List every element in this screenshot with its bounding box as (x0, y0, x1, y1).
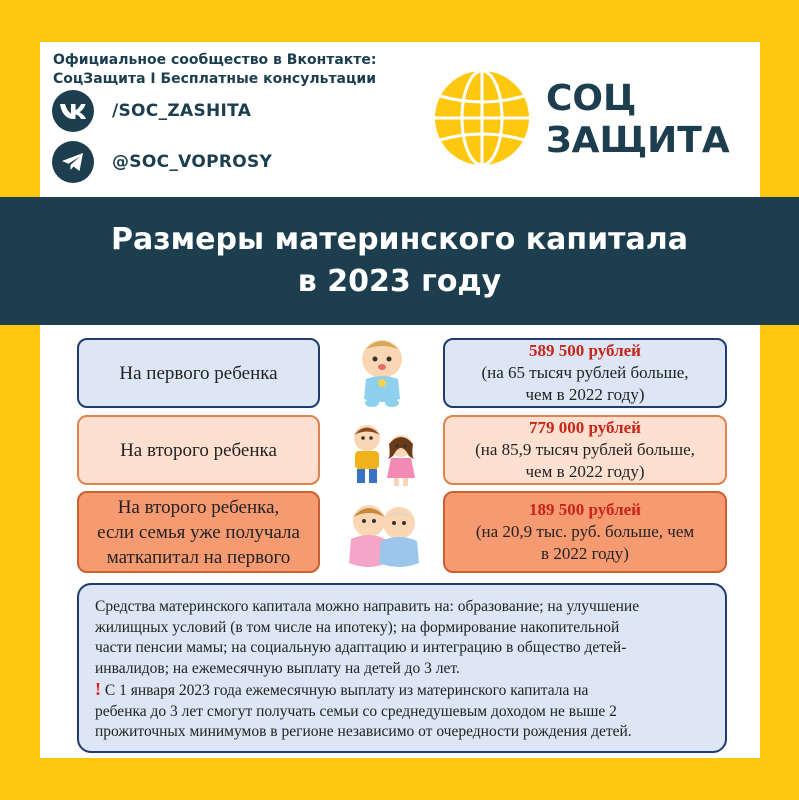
community-caption (53, 51, 377, 89)
logo-line-2: ЗАЩИТА (546, 120, 730, 161)
logo-wordmark (546, 78, 730, 162)
info-box (77, 583, 727, 753)
telegram-link[interactable] (52, 141, 272, 183)
warning-text: С 1 января 2023 года ежемесячную выплату из материнского капитала на (101, 682, 589, 699)
row-label-line: На второго ребенка (120, 439, 277, 461)
telegram-icon (52, 141, 94, 183)
two-children-illustration (345, 418, 423, 488)
globe-icon (432, 68, 532, 168)
info-line: ребенка до 3 лет смогут получать семьи со среднедушевым доходом не выше 2 (95, 702, 617, 720)
row-label-line: На второго ребенка, (117, 496, 280, 518)
info-line: части пенсии мамы; на социальную адаптацию и интеграцию в общество детей- (95, 639, 627, 656)
baby-illustration (352, 335, 412, 407)
first-child-amount-box (443, 338, 727, 408)
second-child-after-first-label (77, 491, 320, 573)
row-label-line: маткапитал на первого (106, 546, 291, 568)
first-child-label (77, 338, 320, 408)
info-line: инвалидов; на ежемесячную выплату на детей до 3 лет. (95, 659, 460, 677)
amount-value: 189 500 рублей (529, 500, 641, 519)
vk-handle: /SOC_ZASHITA (112, 101, 252, 121)
info-line: прожиточных минимумов в регионе независимо от очередности рождения детей. (95, 723, 632, 740)
warning-line (95, 679, 711, 702)
amount-detail-line: (на 20,9 тыс. руб. больше, чем (475, 522, 695, 541)
second-child-after-first-amount-box (443, 491, 727, 573)
two-babies-illustration (343, 497, 425, 573)
vk-link[interactable] (52, 90, 251, 132)
amount-detail-line: чем в 2022 году) (525, 385, 645, 404)
second-child-label (77, 415, 320, 485)
amount-value: 589 500 рублей (529, 341, 641, 360)
amount-detail-line: в 2022 году) (541, 544, 629, 563)
info-line: Средства материнского капитала можно направить на: образование; на улучшение (95, 598, 640, 615)
warning-exclamation-icon: ! (95, 679, 101, 699)
vk-icon (52, 90, 94, 132)
amount-detail-line: (на 85,9 тысяч рублей больше, (475, 440, 695, 459)
amount-detail-line: чем в 2022 году) (525, 462, 645, 481)
community-line-2: СоцЗащита I Бесплатные консультации (53, 71, 377, 87)
info-line: жилищных условий (в том числе на ипотеку); на формирование накопительной (95, 618, 620, 636)
row-label-line: На первого ребенка (119, 362, 278, 384)
community-line-1: Официальное сообщество в Вконтакте: (53, 52, 377, 68)
logo-line-1: СОЦ (546, 78, 637, 119)
page-title-line-1: Размеры материнского капитала (111, 222, 688, 257)
telegram-handle: @SOC_VOPROSY (112, 152, 273, 172)
second-child-amount-box (443, 415, 727, 485)
page-title-line-2: в 2023 году (297, 264, 502, 299)
amount-value: 779 000 рублей (529, 418, 641, 437)
row-label-line: если семья уже получала (97, 521, 300, 543)
amount-detail-line: (на 65 тысяч рублей больше, (481, 363, 689, 382)
title-banner (0, 197, 799, 325)
